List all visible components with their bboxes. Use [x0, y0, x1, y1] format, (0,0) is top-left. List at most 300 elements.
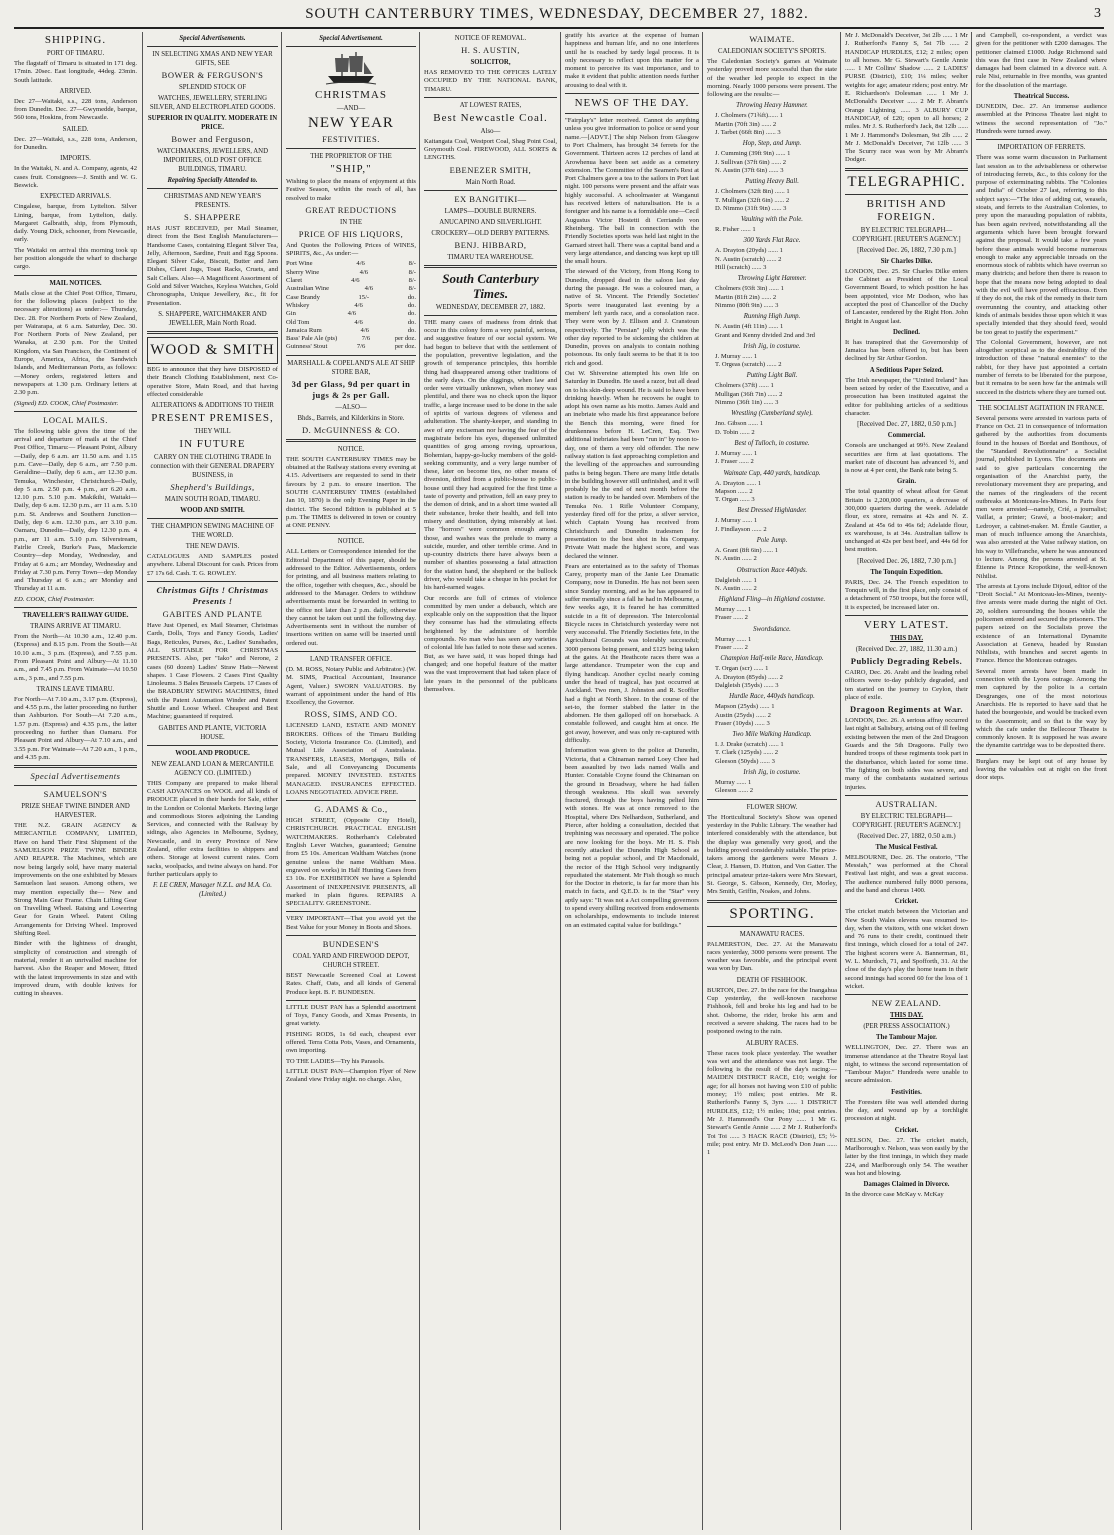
price-gallon: per doz. — [394, 343, 416, 351]
news-heading: NEWS OF THE DAY. — [574, 97, 690, 110]
gabites-text: Have Just Opened, ex Mail Steamer, Christmas Cards, Dolls, Toys and Fancy Goods, Ladies' Bags, Reticules, Purses, &c., Ladies' Sunshades, ALL SUITABLE FOR CHRISTMAS PRESENTS. Also, per "Iako" and Nerone, 2 cases (60 dozen) Ladies' Straw Hats—Newest shapes. 1 Case Flowers. 2 Cases First Quality Linoleums. 3 Bales Brussels Carpets. 17 Cases of the BRADBURY SEWING MACHINES, fitted with the Patent Automation Winder and Patent Shuttle and Loose Wheel. Cheapest and Best Machine; guaranteed if required. — [147, 622, 278, 721]
result-line: J. Murray ...... 1 — [715, 449, 758, 457]
rebels-heading: Publicly Degrading Rebels. — [850, 655, 963, 666]
albury-results-continued: Mr J. McDonald's Deceiver, 3st 2lb ...... 1 Mr J. Rutherford's Fanny S, 5st 7lb ...... 2 HANDICAP HURDLES, £12; 2 miles; open to all horses. Mr G. Stewart's Gentle Annie ...... 1 Mr Collins' Shadow ...... 2 LADIES' PURSE (District), £10; 1¼ miles; welter weights for age; amateur riders; post entry. Mr E. Richardson's Dolesman ...... 1 Mr J. McDonald's Deceiver ...... 2 Mr F. Abram's Orange Lightning ...... 3 ALBURY CUP HANDICAP, of £20; open to all horses; 2 miles. Mr J. S. Rutherford's Jack, 8st 12lb ...... 1 Mr J. Hammond's Dolesman, 9st 2lb ...... 2 Mr J. McDonald's Deceiver, 7st 12lb ...... 3 The Scurry race was won by Mr Abram's Dodger. — [845, 32, 968, 164]
masthead — [0, 6, 1114, 28]
shipping-heading: SHIPPING. — [44, 34, 107, 46]
nz-heading: NEW ZEALAND. — [871, 998, 942, 1009]
manawatu-heading: MANAWATU RACES. — [739, 930, 805, 938]
cricket2-heading: Cricket. — [894, 1126, 919, 1134]
austin-name: H. S. AUSTIN, — [461, 45, 520, 55]
this-day-label: THIS DAY. — [889, 634, 924, 642]
wood-main-south: MAIN SOUTH ROAD, TIMARU. — [164, 496, 261, 504]
result-line: J. Findlayson ...... 2 — [715, 525, 767, 533]
result-event: Putting Heavy Ball. — [745, 178, 799, 186]
result-line: T. Organ (scr) ...... 1 — [715, 665, 769, 673]
price-bottle: 7/6 — [356, 343, 366, 351]
column-3 — [281, 32, 420, 1530]
divorce-continued: and Campbell, co-respondent, a verdict was given for the petitioner with £200 damages. The petitioner claimed £1000. Judge Richmond said this was the first case in New Zealand where damages had been claimed in a divorce suit. A rule Nisi, returnable in five months, was granted for the dissolution of the marriage. — [976, 32, 1107, 89]
important-text: VERY IMPORTANT—That you avoid yet the Best Value for your Money in Boots and Shoes. — [286, 915, 416, 931]
shappere-text: HAS JUST RECEIVED, per Mail Steamer, direct from the Best English Manufacturers— Handsome Cases, containing Elegant Silver Tea, Jelly, Afternoon, Sardine, Fruit and Egg Spoons. Elegant Silver Cake, Biscuit, Butter and Jam Dishes, Claret Jugs, Toast Racks, Cruets, and Salt Cellars. Also—A Magnificent Assortment of Gold and Silver Watches, Keyless Watches, Gold Chronographs, Unique Jewellery, &c., fit for Presentation. — [147, 225, 278, 307]
removal-continued: gratify his avarice at the expense of human happiness and human life, and no one interferes until he is reached by tardy legal process. It is only necessary to reflect upon this matter for a moment to perceive its vast importance, and to make it evident that public attention needs further arousing to deal with it. — [565, 32, 699, 89]
result-event: Swordsdance. — [753, 625, 791, 633]
commercial-text: Consols are unchanged at 99½. New Zealand securities are firm at last quotations. The market rate of discount has advanced ½, and is now at 4 per cent, the Bank rate being 5. — [845, 442, 968, 475]
column-7 — [840, 32, 972, 1530]
price-item: Sherry Wine — [286, 268, 320, 276]
railway-leave-text: For North—At 7.10 a.m., 3.17 p.m. (Express), and 4.55 p.m., the latter proceeding no further than Ashburton. For South—At 7.20 a.m., 1.57 p.m. (Express) and 4.35 p.m., the latter proceeding no further than Oamaru. For Pleasant Point and Albury—At 7.10 a.m., and 3.55 p.m. For Waimate—At 7.20 a.m., 1 p.m., and 4.35 p.m. — [14, 695, 137, 761]
latest-received: (Received Dec. 27, 1882, 11.30 a.m.) — [855, 645, 958, 653]
paper-date: WEDNESDAY, DECEMBER 27, 1882. — [435, 303, 546, 311]
result-line: T. Mulligan (32ft 6in) ...... 2 — [715, 196, 790, 204]
price-gallon: 8/- — [408, 268, 416, 276]
reductions-heading: GREAT REDUCTIONS — [305, 204, 397, 215]
sporting-heading: SPORTING. — [729, 905, 815, 922]
result-line: R. Fisher ...... 1 — [715, 226, 756, 234]
grain-heading: Grain. — [896, 478, 917, 486]
result-event: Highland Fling—in Highland costume. — [718, 596, 826, 604]
copyright-1: BY ELECTRIC TELEGRAPH—COPYRIGHT. [REUTER'S AGENCY.] — [852, 226, 961, 243]
result-line: A. Drayton ...... 1 — [715, 479, 762, 487]
price-bottle: 15/- — [358, 293, 370, 301]
price-row — [286, 260, 416, 268]
beer-price: 3d per Glass, 9d per quart in jugs & 2s per Gall. — [291, 378, 411, 400]
result-line: J. Cholmers (71¾ft)...... 1 — [715, 112, 783, 120]
wool-company: NEW ZEALAND LOAN & MERCANTILE AGENCY CO. (LIMITED.) — [151, 760, 274, 777]
mcguinness-sign: D. McGUINNESS & CO. — [301, 424, 401, 435]
ebenezer-name: EBENEZER SMITH, — [449, 164, 532, 175]
sewing-sub: THE NEW DAVIS. — [185, 543, 240, 551]
tonquin-received: [Received Dec. 26, 1882, 7.30 p.m.] — [857, 557, 956, 565]
wood-they-will: THEY WILL — [194, 428, 231, 436]
result-event: Best Dressed Highlander. — [737, 507, 807, 515]
hibbard-name: BENJ. HIBBARD, — [454, 239, 527, 250]
bf-name: Bower and Ferguson, — [171, 134, 254, 144]
dragoon-text: LONDON, Dec. 26. A serious affray occurred last night at Salisbury, arising out of ill feeling existing between the men of the 2nd Dragoon Guards and the 5th Dragoons. Fully two hundred troops of these regiments took part in the disturbance, which lasted for some time. The fighting on both sides was severe, and many of the combatants sustained serious injuries. — [845, 717, 968, 791]
result-line: D. Nimmo (31ft 9in) ...... 3 — [715, 204, 787, 212]
shappere-name: S. SHAPPERE — [184, 212, 241, 222]
declined-text: It has transpired that the Governorship of Jamaica has been offered to, but has been declined by Sir Arthur Gordon. — [845, 338, 968, 363]
mail-signed: (Signed) ED. COOK, Chief Postmaster. — [14, 399, 119, 407]
price-gallon: 8/- — [408, 285, 416, 293]
caledonian-heading: CALEDONIAN SOCIETY'S SPORTS. — [718, 48, 826, 55]
price-gallon: per doz. — [394, 335, 416, 343]
price-row — [286, 319, 416, 327]
result-line: N. Austin (4ft 11in) ...... 1 — [715, 323, 784, 331]
burglars-text: Burglars may be kept out of any house by leaving the valuables out at night on the front door steps. — [976, 757, 1107, 782]
price-bottle: 4/6 — [347, 310, 357, 318]
xmas-intro: IN SELECTING XMAS AND NEW YEAR GIFTS, SEE — [152, 51, 273, 67]
samuelson-text: THE N.Z. GRAIN AGENCY & MERCANTILE COMPANY, LIMITED, Have on hand Their First Shipment of the SAMUELSON PRIZE TWINE BINDER AND REAPER. The Machines, which are now being largely sold, have many material improvements on the one exhibited by Messrs Samuelson last season. Among others, we may mention especially the— New and Strong Main Gear Frame. Chain Lifting Gear on Travelling Wheel. Raising and Lowering Gear for Grain Wheel. Patent Oiling Arrangements for Driving Wheel. Improved Shifting Reel. — [14, 822, 137, 938]
festival-heading: The Musical Festival. — [875, 843, 938, 851]
socialist-heading: THE SOCIALIST AGITATION IN FRANCE. — [978, 404, 1105, 412]
sedition-text: The Irish newspaper, the "United Ireland" has been seized by order of the Executive, and a prosecution has been instituted against the editor for publishing articles of a seditious character. — [845, 376, 968, 417]
port-subheading: PORT OF TIMARU. — [46, 50, 105, 57]
divider — [14, 607, 137, 608]
price-row — [286, 310, 416, 318]
ross-heading: ROSS, SIMS, AND CO. — [304, 709, 398, 720]
bundesen-text: BEST Newcastle Screened Coal at Lowest Rates. Chaff, Oats, and all kinds of General Produce kept. B. F. BUNDESEN. — [286, 972, 416, 996]
shappere-heading: CHRISTMAS AND NEW YEAR'S PRESENTS. — [164, 193, 261, 209]
ferrets-text-2: The Colonial Government, however, are not altogether sceptical as to the desirability of the introduction of these "natural enemies" to the rabbit, for they have just appointed a certain number of ferrets to be liberated for the purpose, but it remains to be seen how far the animals will succeed in the districts where they are turned out. — [976, 338, 1107, 396]
copyright-2: BY ELECTRIC TELEGRAPH—COPYRIGHT. [REUTER'S AGENCY.] — [852, 812, 961, 829]
result-event: 300 Yards Flat Race. — [743, 237, 801, 245]
page-number: 3 — [1094, 6, 1102, 21]
result-event: Waimate Cup, 440 yards, handicap. — [723, 469, 821, 477]
new-year-heading: NEW YEAR — [308, 115, 394, 131]
price-bottle: 7/6 — [361, 335, 371, 343]
divider — [565, 93, 699, 94]
local-mails-signed: ED. COOK, Chief Postmaster. — [14, 595, 95, 603]
divider — [14, 765, 137, 768]
result-line: Cholmers (93ft 3in) ...... 1 — [715, 285, 784, 293]
result-event: Best of Tulloch, in costume. — [734, 439, 810, 447]
bf-list: WATCHES, JEWELLERY, STERLING SILVER, AND ELECTROPLATED GOODS. — [149, 95, 276, 111]
divider — [845, 194, 968, 195]
news-text-5: Information was given to the police at Dunedin, Victoria, that a Chinaman named Loey Chee had been assaulted by two lads named Walls and Hunter. Constable Coyne found the Chinaman on the ground in Broadway, where he had fallen through weakness. His skull was severely fractured, through the boys having pelted him with stones. He was at once removed to the Hospital, where Drs Nelhardson, Sutherland, and Pierce, after holding a consultation, decided that trephining was necessary and operated. The police are now looking for the boys. Mr H. S. Fish recently attacked the Dunedin High School as being not a popular school, and Dr Macdonald, the rector of the High School very indignantly repudiated the statement. Mr Fish though so much for the Doctor in rhetoric, is far far more than his match in facts, and Q.E.D. is in the "Star" very aptly says: "It was not a Act compelling governors to spend every shilling received from endowments on scholarships, endowments to include interest on an estimated capital value for buildings." — [565, 747, 699, 929]
result-line: A. Grant (8ft 6in) ...... 1 — [715, 546, 778, 554]
price-row — [286, 302, 416, 310]
divider — [286, 46, 416, 47]
festival-text: MELBOURNE, Dec. 26. The oratorio, "The Messiah," was performed at the Choral Festival last night, and was a great success. The audience numbered fully 8000 persons, and the band and chorus 1400. — [845, 853, 968, 894]
price-table — [286, 260, 416, 351]
result-line: T. Organ ...... 3 — [715, 496, 755, 504]
price-gallon: do. — [407, 301, 416, 309]
gabites-sign: GABITES AND PLANTE, VICTORIA HOUSE. — [158, 724, 267, 741]
column-5 — [560, 32, 703, 1530]
socialist-text-3: Several more arrests have been made in connection with the Lyons outrage. Among the men captured by the police is a certain Desgranges, one of the most notorious Anarchists. He is reported to have said that he hated the bourgeoisie, and would be tracked even to the Assommoir, and so that is the way by which the cafe under the Bellecour Theatre is commonly known. It is supposed he was aware the dynamite cartridge was to be deposited there. — [976, 667, 1107, 750]
result-line: Martin (70ft 3in) ...... 2 — [715, 120, 777, 128]
result-line: A. Drayton (20yds) ...... 1 — [715, 247, 783, 255]
column-4 — [419, 32, 561, 1530]
divider — [147, 581, 278, 582]
railway-arrive-text: From the North—At 10.30 a.m., 12.40 p.m. (Express) and 8.15 p.m. From the South—At 10.10 a.m., 3 p.m. (Express), and 7.55 p.m. From Pleasant Point and Albury—At 11.10 a.m., and 7.45 p.m. From Waimate—At 10.50 a.m., 3 p.m., and 7.55 p.m. — [14, 633, 137, 682]
bf-superior: SUPERIOR IN QUALITY. MODERATE IN PRICE. — [147, 115, 278, 131]
coal-list: Kaitangata Coal, Westport Coal, Shag Point Coal, Greymouth Coal. FIREWOOD, ALL SORTS & LENGTHS. — [424, 137, 557, 162]
result-event: Throwing Heavy Hammer. — [736, 102, 808, 110]
austin-sub: SOLICITOR, — [470, 59, 511, 66]
price-item: Jamaica Rum — [286, 326, 322, 334]
price-gallon: do. — [407, 326, 416, 334]
lamps-text: LAMPS—DOUBLE BURNERS. — [444, 207, 537, 215]
bf-sub: SPLENDID STOCK OF — [178, 84, 247, 91]
nz-press: (PER PRESS ASSOCIATION.) — [863, 1023, 950, 1031]
result-event: Vaulting with the Pole. — [741, 216, 803, 224]
expected-label: EXPECTED ARRIVALS. — [40, 193, 111, 201]
british-heading: BRITISH AND FOREIGN. — [866, 197, 947, 223]
result-line: Austin (25yds) ...... 2 — [715, 711, 771, 719]
latest-heading: VERY LATEST. — [863, 618, 950, 631]
fishhook-text: BURTON, Dec. 27. In the race for the Inangahua Cup yesterday, the well-known racehorse Fishhook, fell and broke his leg and had to be shot. Osborne, the rider, broke his arm and received a severe shaking. The races had to be postponed owing to the rain. — [707, 986, 837, 1036]
divider — [286, 911, 416, 912]
result-line: Murray ...... 1 — [715, 635, 752, 643]
divider — [147, 46, 278, 47]
festival-received: (Received Dec. 27, 1882, 0.50 a.m.) — [857, 832, 956, 840]
bundesen-sub: COAL YARD AND FIREWOOD DEPOT, CHURCH STREET. — [292, 953, 410, 969]
result-line: Dalgleish ...... 1 — [715, 576, 757, 584]
mail-heading: MAIL NOTICES. — [49, 279, 102, 287]
bf-trade: WATCHMAKERS, JEWELLERS, AND IMPORTERS, OLD POST OFFICE BUILDINGS, TIMARU. — [156, 148, 269, 173]
result-line: J. Murray ...... 1 — [715, 517, 758, 525]
tonquin-text: PARIS, Dec. 24. The French expedition to Tonquin will, in the first place, only consist of a detachment of 750 troops, but the force will, it is expected, be increased later on. — [845, 578, 968, 611]
price-bottle: 4/6 — [356, 260, 365, 268]
coal-brand: Best Newcastle Coal. — [433, 111, 548, 124]
price-gallon: do. — [407, 293, 416, 301]
adams-text: HIGH STREET, (Opposite City Hotel), CHRISTCHURCH. PRACTICAL ENGLISH WATCHMAKERS. Rotherham's Celebrated English Lever Watches, guaranteed; Genuine from £5 10s. American Waltham Watches (none genuine unless the name Waltham Mass. engraved on works) in Half Hunting Cases from £3 10s. For EXHIBITION we have a Splendid Assortment of INEXPENSIVE PRESENTS, all marked in plain figures. REPAIRS A SPECIALITY. GREENSTONE. — [286, 817, 416, 908]
flower-heading: FLOWER SHOW. — [746, 803, 798, 811]
column-1 — [14, 32, 141, 1530]
samuelson-tail: Binder with the lightness of draught, simplicity of construction and strength of material, render it an unrivalled machine for harvest. Also the Reaper and Mower, fitted with the latest improvements in size and with improved drum, with double knives for cutting in sheaves. — [14, 940, 137, 998]
result-line: A. Drayton (85yds) ...... 2 — [715, 673, 783, 681]
result-line: J. Cumming (39ft 9in) ...... 1 — [715, 150, 791, 158]
samuelson-sub: PRIZE SHEAF TWINE BINDER AND HARVESTER. — [21, 803, 130, 820]
ladies-text: TO THE LADIES—Try his Parasols. — [286, 1057, 385, 1065]
price-item: Gin — [286, 310, 296, 318]
divider — [286, 533, 416, 534]
adams-heading: G. ADAMS & Co., — [314, 804, 388, 815]
mail-text: Mails close at the Chief Post Office, Timaru, for the following places (subject to the necessary alterations) as under:— Thursday, Dec. 28. For Northern Ports of New Zealand, per Wairarapa, at 6 a.m. Saturday, Dec. 30. For Northern Ports of New Zealand, per Wanaka, at 2.30 p.m. For the United Kingdom, via San Francisco, the Continent of Europe, America, Africa, the Sandwich Islands, and Mediterranean Ports, as follows:—Money orders, registered letters and newspapers at 1.30 p.m. Ordinary letters at 2.30 p.m. — [14, 289, 137, 397]
quotes-text: And Quotes the Following Prices of WINES, SPIRITS, &c., As under:— — [286, 241, 416, 258]
wool-heading: WOOL AND PRODUCE. — [175, 749, 250, 757]
result-event: Obstruction Race 440yds. — [736, 566, 808, 574]
divider — [147, 518, 278, 519]
notice2-text: ALL Letters or Correspondence intended for the Editorial Department of this paper, should be addressed to the Editor. Advertisements, orders for printing, and all business matters relating to the office, together with cheques, &c., should be addressed to the Manager. Orders to withdraw advertisements must be forwarded in writing to the office not later than 2 p.m. daily, otherwise they cannot be taken out until the following day. Advertisements sent in without the number of insertions written on same will be inserted until ordered out. — [286, 548, 416, 647]
railway-heading: TRAVELLER'S RAILWAY GUIDE. — [22, 612, 129, 620]
price-item: Old Tom — [286, 318, 310, 326]
result-line: J. Fraser ...... 2 — [715, 458, 754, 466]
price-bottle: 4/6 — [360, 326, 369, 334]
divider — [286, 148, 416, 149]
divider — [286, 355, 416, 356]
result-line: J. Tarbet (66ft 8in) ...... 3 — [715, 129, 781, 137]
bundesen-heading: BUNDESEN'S — [322, 939, 380, 949]
ferrets-heading: IMPORTATION OF FERRETS. — [997, 144, 1086, 152]
wood-alterations: ALTERATIONS & ADDITIONS TO THEIR — [151, 402, 274, 410]
price-row — [286, 294, 416, 302]
gabites-heading: GABITES AND PLANTE — [162, 609, 263, 620]
price-gallon: 8/- — [408, 277, 416, 285]
divider — [845, 795, 968, 796]
dilke-text: LONDON, Dec. 25. Sir Charles Dilke enters the Cabinet as President of the Local Government Board, to which position he has been appointed, vice Mr Dodson, who has accepted the post of Chancellor of the Duchy of Lancaster, rendered by the Right Hon. John Bright in August last. — [845, 267, 968, 325]
cricket2-text: NELSON, Dec. 27. The cricket match, Marlborough v. Nelson, was won easily by the latter by the first innings, in which they made 224, and Marlborough only 54. The weather was hot and blowing. — [845, 1136, 968, 1177]
price-item: Claret — [286, 277, 303, 285]
waimate-heading: WAIMATE. — [749, 34, 795, 44]
dilke-received: [Received Dec. 26, 1882, 7.30 p.m.] — [857, 246, 956, 254]
rebels-text: CAIRO, Dec. 26. Arabi and the leading rebel officers were to-day publicly degraded, and ten started on the journey to Ceylon, their place of exile. — [845, 668, 968, 701]
festivities-text: The Foresters fête was well attended during the day, and wound up by a torchlight procession at night. — [845, 1098, 968, 1123]
sailed-label: SAILED. — [62, 125, 89, 133]
commercial-received: [Received Dec. 27, 1882, 0.50 p.m.] — [857, 421, 956, 429]
divider — [14, 785, 137, 786]
theatrical-heading: Theatrical Success. — [1013, 93, 1070, 101]
result-line: Mapson (25yds) ...... 1 — [715, 703, 775, 711]
theatrical-text: DUNEDIN, Dec. 27. An immense audience assembled at the Princess Theatre last night to witness the second representation of "Jo." Hundreds were turned away. — [976, 103, 1107, 135]
divider — [424, 190, 557, 191]
column-8 — [971, 32, 1111, 1530]
special-ads-heading: Special Advertisements — [30, 771, 121, 782]
tambour-text: WELLINGTON, Dec. 27. There was an immense attendance at the Theatre Royal last night, to witness the second representation of "Tambour Major." Hundreds were unable to secure admission. — [845, 1044, 968, 1085]
divider — [845, 994, 968, 995]
ross-text: LICENSED LAND, ESTATE AND MONEY BROKERS. Offices of the Timaru Building Society, Victoria Insurance Co. (Limited), and Mutual Life Association of Australasia. TRANSFERS, LEASES, Mortgages, Bills of Sale, and all Conveyancing Documents prepared. MONEY INVESTED. ESTATES MANAGED. INSURANCES EFFECTED. LOANS NEGOTIATED. ADVICE FREE. — [286, 722, 416, 796]
result-line: Murray ...... 1 — [715, 606, 752, 614]
result-line: Cholmers (37ft) ...... 1 — [715, 382, 774, 390]
wood-in-future: IN FUTURE — [179, 438, 246, 451]
wood-smith-text: BEG to announce that they have DISPOSED of their Branch Clothing Establishment, next Co-operative Store, Main Road, and that having effected considerable — [147, 365, 278, 398]
result-line: N. Austin (37ft 6in) ...... 3 — [715, 166, 784, 174]
ducapino-text: ANUCAPINO AND SILVERLIGHT. — [439, 218, 542, 226]
tonquin-heading: The Tonquin Expedition. — [870, 568, 943, 576]
price-row — [286, 285, 416, 293]
railway-arrive-sub: TRAINS ARRIVE AT TIMARU. — [30, 623, 121, 631]
damages-heading: Damages Claimed in Divorce. — [863, 1181, 950, 1189]
result-event: Irish Jig, in costume. — [743, 769, 801, 777]
column-6 — [702, 32, 841, 1530]
dilke-heading: Sir Charles Dilke. — [880, 257, 933, 265]
divider — [707, 799, 837, 800]
result-line: J. Cholmers (32ft 8in) ...... 1 — [715, 188, 790, 196]
marshall-text: MARSHALL & COPELAND'S ALE AT SHIP STORE BAR, — [287, 359, 415, 376]
in-the-text: IN THE — [340, 218, 362, 226]
news-text-2: The steward of the Victory, from Hong Kong to Dunedin, dropped dead in the saloon last day during the passage. He was a coloured man, a native of St. Vincent. The Friendly Societies' Sports were inaugurated last evening by a members' left yards race, and a consolation race. They were won by J. Ellison and J. Cranstoun respectively. The "Persian" jolly which was the other day reported to be sickening the children at Dunedin, proves on analysis to contain nothing poisonous. Its only fault seems to be that it is too rich and good. — [565, 268, 699, 367]
land-heading: LAND TRANSFER OFFICE. — [309, 655, 393, 663]
price-item: Australian Wine — [286, 285, 330, 293]
result-event: Champion Half-mile Race, Handicap. — [720, 655, 824, 663]
special-ad-heading: Special Advertisement. — [319, 35, 383, 42]
wood-carry-on: CARRY ON THE CLOTHING TRADE In connection with their GENERAL DRAPERY BUSINESS, in — [150, 454, 275, 480]
column-2 — [142, 32, 282, 1530]
price-bottle: 4/6 — [359, 268, 369, 276]
divider — [286, 935, 416, 936]
dragoon-heading: Dragoon Regiments at War. — [849, 704, 964, 715]
austin-text: HAS REMOVED TO THE OFFICES LATELY OCCUPIED BY THE NATIONAL BANK, TIMARU. — [424, 69, 557, 93]
price-item: Case Brandy — [286, 293, 320, 301]
ship-text: Wishing to place the means of enjoyment at this Festive Season, within the reach of all, has resolved to make — [286, 178, 416, 202]
australian-heading: AUSTRALIAN. — [875, 798, 938, 809]
flower-text: The Horticultural Society's Show was opened yesterday in the Public Library. The weather had interfered considerably with the attendance, but the display was generally very good, and the building proved considerably suitable. The prize-takers among the gardeners were Messrs J. Clear, J. Hansen, D. Hutton, and Von Gatter. The principal amateur prize-takers were Mrs Stewart, St. George, S. Gibson, Kennedy, Orr, Morley, Mrs Smith, Griffin, Noakes, and Johns. — [707, 813, 837, 896]
ex-bangitiki: EX BANGITIKI— — [454, 193, 527, 204]
coal-intro: AT LOWEST RATES, — [459, 101, 522, 109]
declined-heading: Declined. — [893, 328, 920, 336]
sewing-text: CATALOGUES AND SAMPLES posted anywhere. Liberal Discount for cash. Prices from £7 17s 6d. Cash. T. G. ROWLEY. — [147, 553, 278, 577]
divider — [14, 411, 137, 412]
removal-heading: NOTICE OF REMOVAL. — [454, 35, 527, 42]
proprietor-text: THE PROPRIETOR OF THE — [310, 153, 392, 160]
divider — [286, 439, 416, 442]
divider — [976, 400, 1107, 401]
results-list — [707, 101, 837, 795]
result-event: Wrestling (Cumberland style). — [731, 410, 813, 418]
price-bottle: 4/6 — [354, 318, 363, 326]
result-line: Martin (81ft 2in) ...... 2 — [715, 293, 777, 301]
sedition-heading: A Seditious Paper Seized. — [869, 366, 944, 374]
notice2-heading: NOTICE. — [337, 538, 365, 546]
cricket-text: The cricket match between the Victorian and New South Wales elevens was resumed to-day, when the visitors, with one wicket down and 76 runs to their credit, continued their first innings, which closed for a total of 247. The highest scorers were A. Bannerman, 81, W. L. Murdoch, 71, and Spofforth, 31. At the close of the day's play the home team in their second innings had scored 60 for the loss of 1 wicket. — [845, 908, 968, 990]
local-mails-text: The following table gives the time of the arrival and departure of mails at the Chief Post Office, Timaru:— Pleasant Point, Albury—Daily, dep 6 a.m. arr 11.50 a.m. and 1.15 p.m. Cave—Daily, dep 6 a.m., arr 7.50 p.m. Geraldine—Daily, dep 6 a.m., arr 12.30 p.m. Temuka, Winchester, Christchurch—Daily, dep 5 a.m. 2.50 p.m. 4 p.m., arr 6.20 a.m. 12.10 p.m. 5.10 p.m. Makikihi, Waitaki—Daily, dep 6 a.m. 12.30 p.m., arr 11 a.m. 5.10 p.m. St. Andrews and Southern Junction—Daily, dep 6 a.m. 12.30 p.m., arr 3.10 p.m. Oamaru, Dunedin—Daily, dep 12.30 p.m. 4 p.m., arr 11 a.m. 5.10 p.m. Silverstream, Fairlie Creek, Burke's Pass, Mackenzie Country—dep Monday, Wednesday, and Friday at 6 a.m.; arr Monday, Wednesday and Friday at 7.30 p.m. Ferry Town—dep Monday and Thursday at 6 a.m.; arr Monday and Thursday at 11 a.m. — [14, 427, 137, 593]
price-bottle: 4/6 — [351, 277, 360, 285]
paper-title: South Canterbury Times. — [442, 270, 539, 301]
result-line: I. J. Drake (scratch) ...... 1 — [715, 741, 784, 749]
damages-text: In the divorce case McKay v. McKay — [845, 1191, 944, 1199]
editorial-text-2: Our records are full of crimes of violence committed by men under a debauch, which are explicable only on the supposition that the liquor they consume has had the stimulating effects heightened by the admixture of horrible compounds. No man who has seen any varieties of colonial life has failed to note these sad scenes. But, as we have said, it was hoped things had changed; and one hopeful feature of the matter was the vast improvement that had taken place of late years in the personnel of the publicans themselves. — [424, 594, 557, 693]
cricket-heading: Cricket. — [894, 898, 919, 906]
result-line: Fraser (10yds) ...... 3 — [715, 719, 770, 727]
little-dust-text: LITTLE DUST PAN has a Splendid assortment of Toys, Fancy Goods, and Xmas Presents, in great variety. — [286, 1003, 416, 1028]
price-bottle: 4/6 — [354, 301, 363, 309]
result-event: Hop, Step, and Jump. — [742, 140, 802, 148]
divider — [147, 188, 278, 189]
wood-smith-brand: WOOD & SMITH — [147, 337, 278, 364]
price-row — [286, 327, 416, 335]
result-line: Mapson ...... 2 — [715, 487, 753, 495]
result-line: T. Clark (125yds) ...... 2 — [715, 749, 779, 757]
sailed-text: Dec. 27—Waitaki, s.s., 228 tons, Anderson, for Dunedin. — [14, 135, 137, 152]
header-rule — [14, 27, 1104, 29]
grain-text: The total quantity of wheat afloat for Great Britain is 2,200,000 quarters, a decrease of 300,000 quarters during the week. Adelaide flour, ex store, remains at 42s and N. Z. Zealand at 45s 6d to 46s 6d; Adelaide flour, ex warehouse, is at 34s. Australian tallow is unchanged at 42s per best beef, and 44s 6d for best mutton. — [845, 488, 968, 554]
tambour-heading: The Tambour Major. — [876, 1034, 937, 1042]
result-line: Gleeson (50yds) ...... 3 — [715, 757, 775, 765]
result-event: Two Mile Walking Handicap. — [732, 731, 812, 739]
ebenezer-addr: Main North Road. — [465, 178, 516, 186]
manawatu-text: PALMERSTON, Dec. 27. At the Manawatu races yesterday, 3000 persons were present. The weather was favorable, and the principal event was won by Dan. — [707, 940, 837, 973]
result-line: Mulligan (36ft 7in) ...... 2 — [715, 390, 783, 398]
result-line: D. Tobin ...... 2 — [715, 428, 755, 436]
masthead-title: SOUTH CANTERBURY TIMES, WEDNESDAY, DECEMBER 27, 1882. — [305, 6, 809, 22]
port-intro: The flagstaff of Timaru is situated in 171 deg. 17min. 20sec. East longitude, 44deg. 23min. South latitude. — [14, 60, 137, 84]
result-event: Irish Jig, in costume. — [743, 342, 801, 350]
land-text: (D. M. ROSS, Notary Public and Arbitrator.) (W. M. SIMS, Practical Accountant, Insurance Agent, Valuer.) SWORN VALUATORS. By warrant of appointment under the hand of His Excellency, the Governor. — [286, 665, 416, 707]
socialist-text: Several persons were arrested in various parts of France on Oct. 21 in consequence of information gathered by the authorities from documents found in the houses of Bordat and Bonthoux, of the "Standard Revolutionnaire" a Socialist journal, published in Lyons. The documents are said to give particulars concerning the organisation of the Anarchist party, the revolutionary movement they are preparing, and the names of the ringleaders of the recent outbreaks at Montceau-les-Mines. In Paris four men were arrested—namely, Crié, a journalist; Vaillat, a printer; Gravé, a boot-maker; and Ledroyer, a cabinet-maker. M. Émile Gautier, a man of much influence among the Anarchists, was also arrested at the Vaise railway station, on his way to Villefranche, where he was announced to lecture. Among the persons arrested at St. Étienne is Prince Kropotkine, the well-known Nihilist. — [976, 414, 1107, 580]
news-text: "Fairplay's" letter received. Cannot do anything unless you give information to police or send your name.—[ADVT.] The ship Nelson from Glasgow to Port Chalmers, has brought 34 ferrets for the Government. Thirteen acres 12 perches of land at Arowhenua have been set aside as a cemetery extension. The Committee of the Seamen's Rest at Port Chalmers gave a tea to the sailors in Port last night. 100 persons were present and the affair was highly successful. A schoolmaster at Wanganui has received letters of naturalisation. He is a foreigner and his name is a formidable one—Cecil Augustus Victor Hostetti di Cerriando von Rheinberg. The ball in connection with the Friendly Societies sports was held last night in the Garnard street hall. There was a capital band and a very large attendance, and dancing was kept up till the small hours. — [565, 117, 699, 266]
divider — [976, 139, 1107, 140]
divider — [976, 754, 1107, 755]
hibbard-addr: TIMARU TEA WAREHOUSE. — [447, 253, 534, 261]
divider — [286, 651, 416, 652]
price-row — [286, 343, 416, 351]
result-line: N. Austin ...... 2 — [715, 584, 757, 592]
shipping-extra: The Waitaki on arrival this morning took up her position alongside the wharf to discharge cargo. — [14, 246, 137, 271]
local-mails-heading: LOCAL MAILS. — [43, 414, 108, 425]
railway-leave-sub: TRAINS LEAVE TIMARU. — [36, 685, 115, 693]
price-row — [286, 277, 416, 285]
crockery-text: CROCKERY—OLD DERBY PATTERNS. — [431, 229, 550, 237]
price-gallon: 8/- — [408, 260, 416, 268]
samuelson-heading: SAMUELSON'S — [43, 789, 108, 800]
fishhook-heading: DEATH OF FISHHOOK. — [736, 976, 808, 984]
divider — [147, 745, 278, 746]
commercial-heading: Commercial. — [887, 432, 926, 440]
gifts-heading: Christmas Gifts ! Christmas Presents ! — [156, 585, 269, 607]
wood-smith-sign: WOOD AND SMITH. — [180, 507, 245, 515]
price-gallon: do. — [407, 310, 416, 318]
news-text-3: Ost W. Shivereine attempted his own life on Saturday in Dunedin. He used a razor, but all dead on to his skin-deep wound. He is said to have been drinking heavily. When he recovers he ought to adopt his own name as his motto. James Auld and an inebriate who made his first appearance before the Bench this morning, were fined for drunkenness before H. LeCren, Esq. Two additional inebriates had been "run in" by noon to-day, one of them a very old offender. The new railway station is fast approaching completion and the levelling of the approaches and surrounding paths is being begun. There are many little details in the building however still unfinished, and it will probably be the end of next month before the station is ready to be handed over. Members of the Temuka No. 1 Rifle Volunteer Company, yesterday fired off for the prize, a silver service, which Captain Young has received from Christchurch and Dunedin tradesmen for presentation to the best shot in his Company. Private Watt made the highest score, and was declared the winner. — [565, 369, 699, 560]
caledonian-text: The Caledonian Society's games at Waimate yesterday proved more successful than the state of the weather led people to expect in the morning. Nearly 1000 persons were present. The following are the results:— — [707, 58, 837, 99]
wood-shepherds: Shepherd's Buildings, — [170, 482, 255, 493]
bf-brand: BOWER & FERGUSON'S — [161, 70, 264, 80]
little-dust2-text: LITTLE DUST PAN—Champion Flyer of New Zealand view Friday night. no charge. Also, — [286, 1067, 416, 1084]
price-item: Port Wine — [286, 260, 313, 268]
result-line: N. Austin ...... 2 — [715, 555, 757, 563]
imports-label: IMPORTS. — [60, 155, 91, 163]
imports-text: In the Waitaki, N. and A. Company, agents, 42 cases fruit. Consignees—J. Smith and W. G. Beswick. — [14, 165, 137, 189]
price-row — [286, 335, 416, 343]
divider — [565, 113, 699, 114]
nz-this-day: THIS DAY. — [889, 1012, 924, 1020]
albury-heading: ALBURY RACES. — [745, 1039, 799, 1047]
result-line: Hill (scratch) ...... 3 — [715, 264, 767, 272]
price-gallon: do. — [407, 318, 416, 326]
albury-text: These races took place yesterday. The weather was wet and the attendance was not large. The following is the result of the day's racing:— MAIDEN DISTRICT RACE, £10; weight for age; for all horses not having won £10 of public money; 1½ miles; post entries. Mr R. Rutherford's Fanny S, 3yrs ...... 1 DISTRICT HURDLES, £12; 1½ miles; 10st; post entries. Mr J. Hammond's Our Pony ...... 1 Mr G. Stewart's Gentle Annie ...... 2 Mr J. Rutherford's Toi Toi ...... 3 HACK RACE (District), £5; ½-mile; post entry. Mr D. McLeod's Don Juan ...... 1 — [707, 1049, 837, 1157]
result-line: Gleeson ...... 2 — [715, 787, 754, 795]
result-line: Murray ...... 1 — [715, 779, 752, 787]
